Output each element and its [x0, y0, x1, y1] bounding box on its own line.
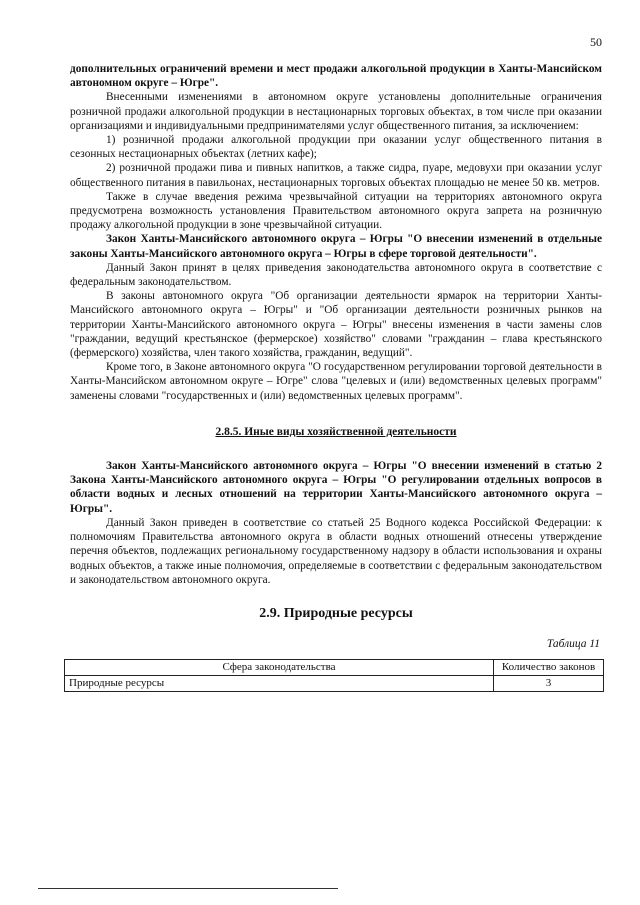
page-number: 50 — [590, 35, 602, 49]
table-cell-count: 3 — [494, 676, 604, 692]
footer-divider — [38, 888, 338, 889]
paragraph: Кроме того, в Законе автономного округа "О государственном регулировании торговой деятельности в Ханты-Мансийском автономном округе – Югре" слова "целевых и (или) ведомственных целевых программ" заменены словами "государственных и (или) ведомственных целевых программ". — [70, 361, 602, 402]
table-cell-sphere: Природные ресурсы — [65, 676, 494, 692]
section-heading-2-9: 2.9. Природные ресурсы — [259, 605, 413, 621]
table-caption: Таблица 11 — [546, 638, 600, 651]
paragraph-law-title: Закон Ханты-Мансийского автономного округа – Югры "О внесении изменений в статью 2 Закона Ханты-Мансийского автономного округа – Югры "О регулировании отдельных вопросов в области водных и лесных отношений на территории Ханты-Мансийского автономного округа – Югры". — [70, 460, 602, 515]
document-body — [70, 62, 602, 692]
table-row — [65, 676, 604, 692]
paragraph: Данный Закон принят в целях приведения законодательства автономного округа в соответствие с федеральным законодательством. — [70, 261, 602, 289]
paragraph: Внесенными изменениями в автономном округе установлены дополнительные ограничения розничной продажи алкогольной продукции в нестационарных торговых объектах, в том числе при оказании организациями и индивидуальными предпринимателями услуг общественного питания, за исключением: — [70, 91, 602, 132]
paragraph: Данный Закон приведен в соответствие со статьей 25 Водного кодекса Российской Федерации: к полномочиям Правительства автономного округа в области водных отношений отнесены утверждение перечня объектов, подлежащих региональному государственному надзору в области использования и охраны водных объектов, а также иные полномочия, определяемые в соответствии с федеральным законодательством и законодательством автономного округа. — [70, 516, 602, 586]
table-header-sphere: Сфера законодательства — [65, 660, 494, 676]
list-item: 2) розничной продажи пива и пивных напитков, а также сидра, пуаре, медовухи при оказании услуг общественного питания в павильонах, нестационарных торговых объектах площадью не менее 50 кв. метров. — [70, 162, 602, 189]
table-header-count: Количество законов — [494, 660, 604, 676]
paragraph-law-title: Закон Ханты-Мансийского автономного округа – Югры "О внесении изменений в отдельные законы Ханты-Мансийского автономного округа – Югры в сфере торговой деятельности". — [70, 233, 602, 260]
laws-table — [64, 659, 604, 692]
section-heading-2-8-5: 2.8.5. Иные виды хозяйственной деятельности — [215, 425, 457, 438]
paragraph: Также в случае введения режима чрезвычайной ситуации на территориях автономного округа предусмотрена возможность установления Правительством автономного округа запрета на розничную продажу алкогольной продукции в зоне чрезвычайной ситуации. — [70, 190, 602, 232]
table-header-row — [65, 660, 604, 676]
paragraph: В законы автономного округа "Об организации деятельности ярмарок на территории Ханты-Мансийского автономного округа – Югры" и "Об организации деятельности розничных рынков на территории Ханты-Мансийского автономного округа – Югры" внесены изменения в части замены слов "граждании, ведущий крестьянское (фермерское) хозяйство" словами "гражданин – глава крестьянского (фермерского) хозяйства, член такого хозяйства, гражданин, ведущий". — [70, 290, 602, 360]
list-item: 1) розничной продажи алкогольной продукции при оказании услуг общественного питания в сезонных нестационарных объектах (летних кафе); — [70, 134, 602, 161]
paragraph-law-title-continued: дополнительных ограничений времени и мест продажи алкогольной продукции в Ханты-Мансийском автономном округе – Югре". — [70, 63, 602, 90]
